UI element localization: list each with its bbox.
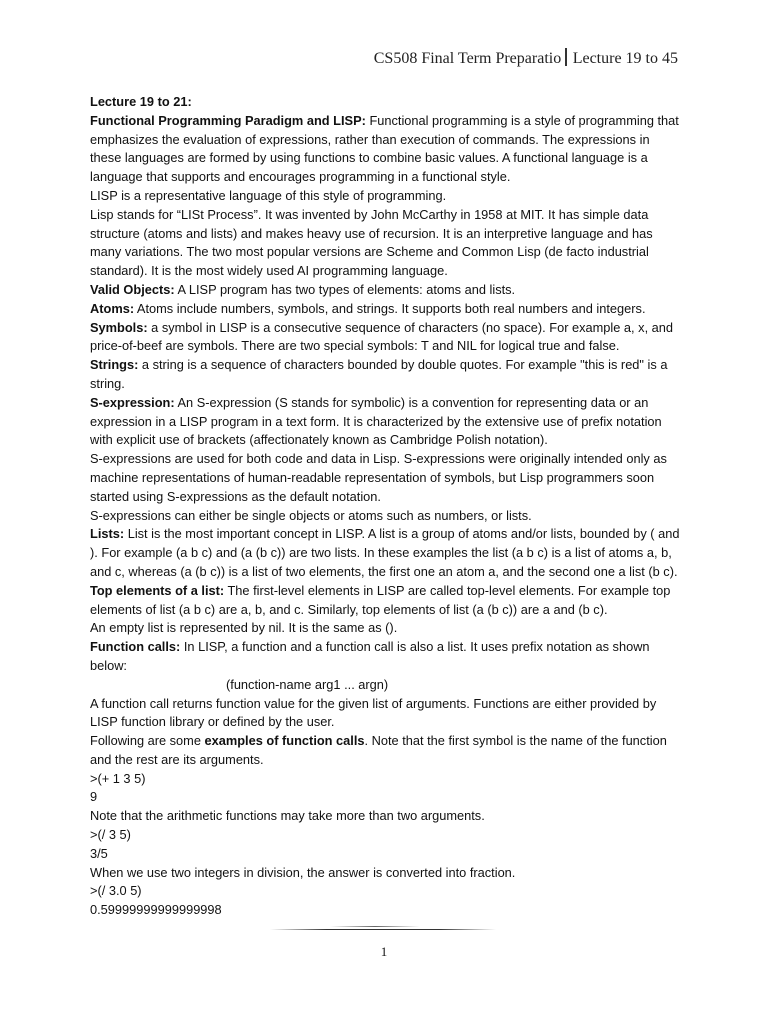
paragraph-list	[90, 112, 680, 676]
code-examples	[90, 770, 680, 920]
paragraph-label: Symbols:	[90, 319, 148, 335]
paragraph	[90, 112, 680, 187]
section-heading: Lecture 19 to 21:	[90, 94, 192, 109]
header-course-title: CS508 Final Term Preparatio	[373, 50, 562, 67]
page-number: 1	[380, 944, 388, 959]
paragraph-text: S-expressions can either be single objects or atoms such as numbers, or lists.	[90, 507, 532, 523]
paragraph-text: In LISP, a function and a function call is also a list. It uses prefix notation as shown below:	[90, 639, 650, 673]
document-body	[90, 93, 680, 920]
paragraph	[90, 356, 680, 394]
examples-intro-bold: examples of function calls	[204, 733, 365, 749]
paragraph-text: List is the most important concept in LISP. A list is a group of atoms and/or lists, bounded by ( and ). For example (a b c) and (a (b c)) are two lists. In these examples the list (a b c) is a list of atoms a, b, and c, whereas (a (b c)) is a list of two elements, the first one an atom a, and the second one a list (b c).	[90, 526, 680, 579]
example-line: >(/ 3.0 5)	[90, 883, 142, 899]
paragraph	[90, 450, 680, 506]
paragraph-label: Function calls:	[90, 639, 181, 655]
example-line: 0.59999999999999998	[90, 902, 222, 918]
footer-decoration	[330, 926, 420, 927]
header-lecture-range: Lecture 19 to 45	[572, 50, 678, 67]
examples-intro	[90, 732, 680, 770]
paragraph-label: Functional Programming Paradigm and LISP:	[90, 112, 366, 128]
paragraph-label: Strings:	[90, 357, 139, 373]
example-line: When we use two integers in division, the answer is converted into fraction.	[90, 864, 516, 880]
paragraph	[90, 394, 680, 450]
paragraph	[90, 319, 680, 357]
paragraph-label: Atoms:	[90, 300, 135, 316]
paragraph	[90, 619, 680, 638]
paragraph: A function call returns function value for the given list of arguments. Functions are either provided by LISP function library or defined by the user.	[90, 695, 657, 730]
paragraph-label: Lists:	[90, 526, 125, 542]
paragraph-label: Valid Objects:	[90, 281, 175, 297]
function-syntax: (function-name arg1 ... argn)	[226, 676, 389, 692]
example-line: 9	[90, 789, 98, 805]
examples-intro-after: . Note that the first symbol is the name of the function and the rest are its arguments.	[90, 733, 667, 767]
paragraph-text: Lisp stands for “LISt Process”. It was invented by John McCarthy in 1958 at MIT. It has simple data structure (atoms and lists) and makes heavy use of recursion. It is an interpretive language and has many variations. The two most popular versions are Scheme and Common Lisp (de facto industrial standard). It is the most widely used AI programming language.	[90, 206, 653, 279]
paragraph-text: An S-expression (S stands for symbolic) is a convention for representing data or an expression in a LISP program in a text form. It is characterized by the extensive use of prefix notation with explicit use of brackets (affectionately known as Cambridge Polish notation).	[90, 394, 662, 448]
footer-rule	[270, 929, 496, 930]
paragraph-label: S-expression:	[90, 394, 175, 410]
example-line: >(+ 1 3 5)	[90, 770, 146, 786]
example-line: Note that the arithmetic functions may take more than two arguments.	[90, 808, 485, 824]
paragraph-label: Top elements of a list:	[90, 582, 225, 598]
examples-intro-before: Following are some	[90, 733, 205, 749]
page-header	[90, 48, 678, 68]
paragraph-text: Atoms include numbers, symbols, and strings. It supports both real numbers and integers.	[134, 300, 646, 316]
paragraph-text: Functional programming is a style of programming that emphasizes the evaluation of expressions, rather than execution of commands. The expressions in these languages are formed by using functions to combine basic values. A functional language is a language that supports and encourages programming in a functional style.	[90, 112, 679, 185]
paragraph-text: LISP is a representative language of this style of programming.	[90, 187, 447, 203]
example-line: 3/5	[90, 845, 108, 861]
paragraph	[90, 187, 680, 206]
paragraph	[90, 206, 680, 281]
paragraph	[90, 525, 680, 581]
paragraph	[90, 507, 680, 526]
paragraph	[90, 638, 680, 676]
paragraph	[90, 582, 680, 620]
header-separator	[565, 48, 567, 66]
example-line: >(/ 3 5)	[90, 827, 131, 843]
paragraph-text: An empty list is represented by nil. It is the same as ().	[90, 620, 398, 636]
paragraph-text: a symbol in LISP is a consecutive sequence of characters (no space). For example a, x, and price-of-beef are symbols. There are two special symbols: T and NIL for logical true and false.	[90, 319, 674, 354]
paragraph-text: A LISP program has two types of elements: atoms and lists.	[174, 281, 516, 297]
paragraph-text: S-expressions are used for both code and data in Lisp. S-expressions were originally intended only as machine representations of human-readable representation of symbols, but Lisp programmers soon started using S-expressions as the default notation.	[90, 451, 667, 504]
paragraph-text: a string is a sequence of characters bounded by double quotes. For example "this is red" is a string.	[90, 357, 668, 391]
paragraph-text: The first-level elements in LISP are called top-level elements. For example top elements of list (a b c) are a, b, and c. Similarly, top elements of list (a (b c)) are a and (b c).	[90, 582, 671, 617]
paragraph	[90, 300, 680, 319]
paragraph	[90, 281, 680, 300]
